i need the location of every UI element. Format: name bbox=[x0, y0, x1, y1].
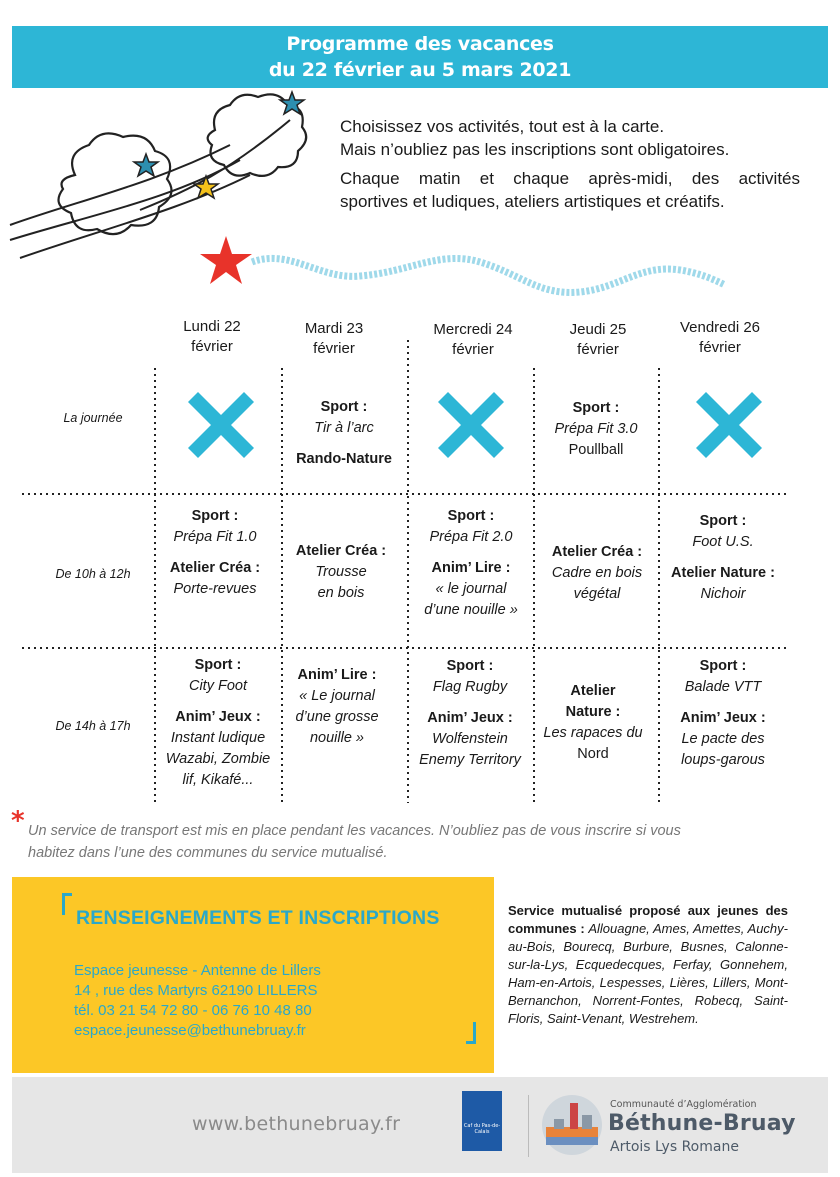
activity-type: Sport : bbox=[572, 400, 620, 416]
agglo-label: Communauté d’Agglomération bbox=[610, 1099, 757, 1110]
day-name: Mardi 23 bbox=[304, 320, 364, 337]
contact-title: RENSEIGNEMENTS ET INSCRIPTIONS bbox=[76, 907, 440, 929]
asterisk-icon: * bbox=[11, 806, 25, 836]
activity-type: Rando-Nature bbox=[296, 451, 392, 467]
cell-aprem-lundi bbox=[155, 655, 281, 791]
cell-matin-jeudi bbox=[534, 542, 660, 605]
activity-name: Instant ludique bbox=[170, 730, 266, 746]
activity-type: Sport : bbox=[699, 513, 747, 529]
contact-line: 14 , rue des Martyrs 62190 LILLERS bbox=[74, 982, 318, 999]
footer-divider bbox=[528, 1095, 529, 1157]
row-label-matin: De 10h à 12h bbox=[55, 567, 131, 581]
activity-name: « le journal bbox=[435, 581, 507, 597]
activity-name: Balade VTT bbox=[684, 679, 762, 695]
day-month: février bbox=[577, 341, 619, 358]
activity-type: Anim’ Jeux : bbox=[175, 709, 261, 725]
day-name: Jeudi 25 bbox=[569, 321, 627, 338]
activity-name: Tir à l’arc bbox=[314, 420, 374, 436]
day-header-vendredi bbox=[660, 318, 780, 358]
activity-name: d’une nouille » bbox=[424, 602, 518, 618]
activity-name: Prépa Fit 2.0 bbox=[429, 529, 513, 545]
intro-line: Choisissez vos activités, tout est à la carte. bbox=[340, 117, 665, 136]
activity-name: d’une grosse bbox=[295, 709, 379, 725]
activity-name: Les rapaces du bbox=[543, 725, 643, 741]
day-name: Lundi 22 bbox=[183, 318, 241, 335]
activity-name: Prépa Fit 3.0 bbox=[554, 421, 638, 437]
banner-dates: du 22 février au 5 mars 2021 bbox=[268, 59, 572, 81]
day-month: février bbox=[699, 339, 741, 356]
activity-type: Anim’ Jeux : bbox=[680, 710, 766, 726]
service-list: Allouagne, Ames, Amettes, Auchy-au-Bois, Bourecq, Burbure, Busnes, Calonne-sur-la-Lys, Ecquedecques, Ferfay, Gonnehem, Ham-en-Artois, Lespesses, Lières, Lillers, Mont-Bernanchon, Norrent-Fontes, Robecq, Saint-Floris, Saint-Venant, Westrehem. bbox=[508, 921, 788, 1026]
contact-email[interactable]: espace.jeunesse@bethunebruay.fr bbox=[74, 1022, 306, 1039]
day-header-mercredi bbox=[413, 320, 533, 360]
day-month: février bbox=[191, 338, 233, 355]
cell-matin-vendredi bbox=[660, 511, 786, 605]
website-link[interactable]: www.bethunebruay.fr bbox=[192, 1113, 401, 1135]
cell-aprem-vendredi bbox=[660, 656, 786, 771]
contact-address bbox=[74, 961, 321, 1041]
cell-aprem-mercredi bbox=[407, 656, 533, 771]
cell-aprem-jeudi bbox=[530, 681, 656, 765]
activity-name: Trousse bbox=[315, 564, 367, 580]
cell-matin-lundi bbox=[152, 506, 278, 600]
activity-name: Flag Rugby bbox=[432, 679, 508, 695]
activity-type: Atelier Nature : bbox=[671, 565, 775, 581]
day-name: Vendredi 26 bbox=[679, 319, 761, 336]
activity-name: Cadre en bois bbox=[551, 565, 643, 581]
activity-name: Le pacte des bbox=[681, 731, 765, 747]
intro-text bbox=[340, 115, 800, 213]
activity-name: Enemy Territory bbox=[419, 752, 521, 768]
day-month: février bbox=[313, 340, 355, 357]
cross-icon bbox=[186, 390, 256, 460]
day-name: Mercredi 24 bbox=[433, 321, 513, 338]
row-label-apres-midi: De 14h à 17h bbox=[55, 719, 131, 733]
activity-name: nouille » bbox=[309, 730, 364, 746]
activity-type: Anim’ Lire : bbox=[431, 560, 511, 576]
header-banner bbox=[12, 26, 828, 88]
contact-phone[interactable]: tél. 03 21 54 72 80 - 06 76 10 48 80 bbox=[74, 1002, 312, 1019]
bracket-decoration bbox=[62, 893, 72, 915]
activity-name: Poullball bbox=[568, 442, 624, 458]
activity-type: Atelier Créa : bbox=[295, 543, 387, 559]
activity-type: Sport : bbox=[191, 508, 239, 524]
activity-name: Nichoir bbox=[700, 586, 746, 602]
activity-type: Anim’ Jeux : bbox=[427, 710, 513, 726]
activity-name: Porte-revues bbox=[173, 581, 257, 597]
activity-type: Sport : bbox=[194, 657, 242, 673]
cell-journee-mardi bbox=[281, 397, 407, 470]
activity-name: Wazabi, Zombie bbox=[165, 751, 271, 767]
agglo-subtitle: Artois Lys Romane bbox=[610, 1139, 739, 1155]
cloud-icon-2 bbox=[59, 133, 172, 234]
wavy-trail bbox=[250, 240, 730, 310]
activity-type: Sport : bbox=[699, 658, 747, 674]
activity-name: Foot U.S. bbox=[692, 534, 754, 550]
bracket-decoration bbox=[466, 1022, 476, 1044]
activity-type: Sport : bbox=[320, 399, 368, 415]
contact-line: Espace jeunesse - Antenne de Lillers bbox=[74, 962, 321, 979]
activity-name: végétal bbox=[573, 586, 621, 602]
day-header-lundi bbox=[152, 317, 272, 357]
cell-matin-mercredi bbox=[408, 506, 534, 621]
activity-name: Nord bbox=[577, 746, 609, 762]
note-line: Un service de transport est mis en place pendant les vacances. N’oubliez pas de vous inscrire si vous bbox=[28, 823, 681, 839]
caf-logo: Caf du Pas-de-Calais bbox=[462, 1091, 502, 1151]
day-header-jeudi bbox=[538, 320, 658, 360]
contact-box bbox=[12, 877, 494, 1073]
activity-type: Atelier bbox=[570, 683, 616, 699]
footer bbox=[12, 1077, 828, 1173]
cross-icon bbox=[436, 390, 506, 460]
cell-journee-jeudi bbox=[533, 398, 659, 461]
activity-type: Atelier Créa : bbox=[551, 544, 643, 560]
activity-name: Wolfenstein bbox=[432, 731, 508, 747]
service-heading: Service mutualisé proposé aux jeunes des communes : bbox=[508, 903, 788, 936]
cross-icon bbox=[694, 390, 764, 460]
service-communes bbox=[508, 902, 788, 1028]
intro-line: Chaque matin et chaque après-midi, des activités bbox=[340, 169, 800, 188]
agglo-logo-icon bbox=[540, 1093, 604, 1157]
activity-type: Sport : bbox=[446, 658, 494, 674]
activity-name: Prépa Fit 1.0 bbox=[173, 529, 257, 545]
activity-name: lif, Kikafé... bbox=[182, 772, 254, 788]
activity-type: Nature : bbox=[565, 704, 621, 720]
activity-name: City Foot bbox=[188, 678, 247, 694]
activity-name: « Le journal bbox=[299, 688, 375, 704]
activity-type: Sport : bbox=[447, 508, 495, 524]
red-star-icon bbox=[200, 236, 252, 284]
intro-line: sportives et ludiques, ateliers artistiques et créatifs. bbox=[340, 192, 725, 211]
note-line: habitez dans l’une des communes du service mutualisé. bbox=[28, 845, 388, 861]
intro-line: Mais n’oubliez pas les inscriptions sont obligatoires. bbox=[340, 140, 730, 159]
activity-name: en bois bbox=[317, 585, 365, 601]
cell-matin-mardi bbox=[278, 541, 404, 604]
transport-note bbox=[28, 820, 818, 864]
activity-type: Atelier Créa : bbox=[169, 560, 261, 576]
cell-aprem-mardi bbox=[274, 665, 400, 749]
activity-name: loups-garous bbox=[681, 752, 765, 768]
agglo-name: Béthune-Bruay bbox=[608, 1111, 796, 1136]
day-month: février bbox=[452, 341, 494, 358]
banner-title: Programme des vacances bbox=[286, 33, 554, 55]
activity-type: Anim’ Lire : bbox=[297, 667, 377, 683]
day-header-mardi bbox=[274, 319, 394, 359]
row-label-journee: La journée bbox=[63, 411, 123, 425]
